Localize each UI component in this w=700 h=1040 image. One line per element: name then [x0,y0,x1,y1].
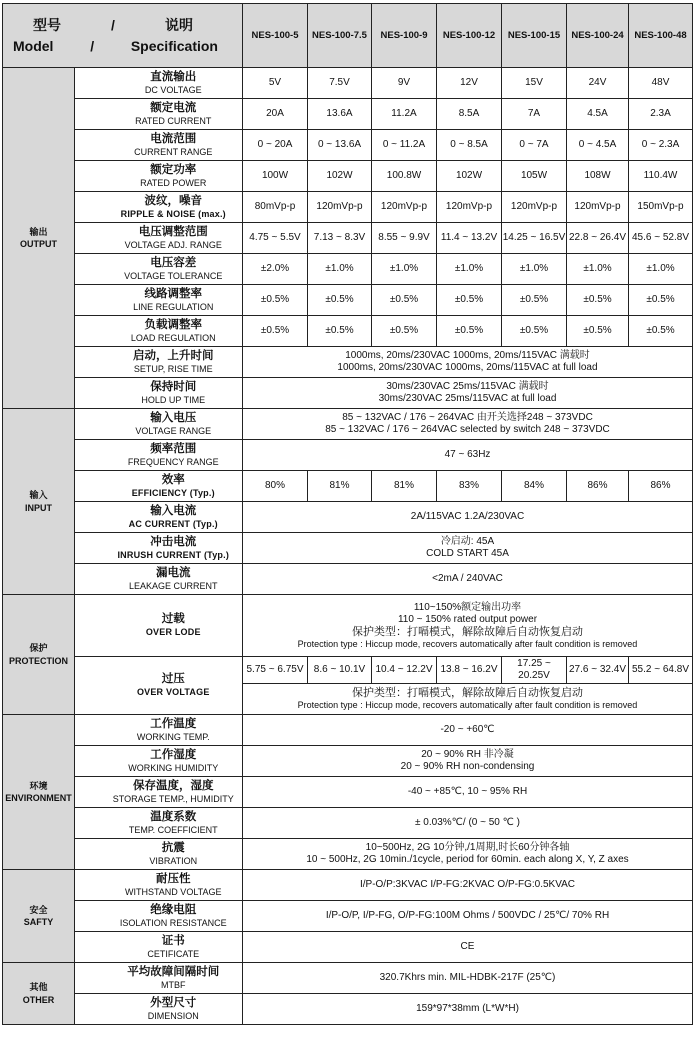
spec-label [105,99,243,130]
spec-value: 22.8 ~ 26.4V [567,223,629,254]
label-spacer [75,595,105,657]
label-cn: 平均故障间隔时间 [127,965,220,978]
label-spacer [75,657,105,715]
spec-value: CE [243,932,693,963]
spec-value: 4.5A [567,99,629,130]
model-header: NES-100-48 [629,4,693,68]
ac-current-row [3,502,693,533]
label-spacer [75,161,105,192]
label-spacer [75,870,105,901]
spec-label [105,901,243,932]
label-cn: 额定电流 [150,101,197,114]
spec-value: ±0.5% [629,316,693,347]
leakage-row [3,564,693,595]
label-cn: 过载 [161,613,185,626]
isolation-row [3,901,693,932]
label-en: AC CURRENT (Typ.) [128,518,218,529]
value-line: COLD START 45A [426,548,509,559]
label-cn: 工作湿度 [150,748,197,761]
spec-value: 9V [372,68,437,99]
spec-value: 105W [502,161,567,192]
spec-value: 45.6 ~ 52.8V [629,223,693,254]
spec-label [105,378,243,409]
spec-value: 4.75 ~ 5.5V [243,223,308,254]
spec-value: 8.6 ~ 10.1V [308,657,372,684]
spec-value: 120mVp-p [502,192,567,223]
spec-value: 11.2A [372,99,437,130]
value-line: 1000ms, 20ms/230VAC 1000ms, 20ms/115VAC 满载时 [345,350,590,361]
hold-up-row [3,378,693,409]
spec-value: ±0.5% [372,316,437,347]
spec-value: 120mVp-p [567,192,629,223]
frequency-row [3,440,693,471]
spec-value: 12V [437,68,502,99]
spec-label [105,471,243,502]
load-regulation-row [3,316,693,347]
spec-value: 17.25 ~ 20.25V [502,657,567,684]
spec-value: 0 ~ 2.3A [629,130,693,161]
label-spacer [75,130,105,161]
label-cn: 过压 [161,673,185,686]
label-en: INRUSH CURRENT (Typ.) [117,549,230,560]
model-spec-header [3,4,243,68]
value-line: Protection type : Hiccup mode, recovers automatically after fault condition is removed [297,638,638,649]
label-en: TEMP. COEFFICIENT [128,824,218,835]
label-spacer [75,777,105,808]
value-line: SAFTY [23,917,54,927]
spec-label [105,440,243,471]
spec-value: <2mA / 240VAC [243,564,693,595]
spec-value: 5V [243,68,308,99]
spec-value: ±0.5% [243,285,308,316]
label-spacer [75,932,105,963]
dimension-row [3,994,693,1025]
spec-value: ±0.5% [502,285,567,316]
spec-value [243,839,693,870]
over-voltage-row [3,657,693,684]
dc-voltage-row [3,68,693,99]
spec-table [2,3,693,1025]
spec-label [105,595,243,657]
value-line: ENVIRONMENT [5,793,72,803]
label-cn: 输入电流 [150,504,197,517]
label-en: CETIFICATE [147,948,200,959]
spec-value: 27.6 ~ 32.4V [567,657,629,684]
label-cn: 启动，上升时间 [133,349,214,362]
vibration-row [3,839,693,870]
spec-value: ±1.0% [437,254,502,285]
label-en: RATED CURRENT [135,115,212,126]
label-spacer [75,533,105,564]
label-spacer [75,963,105,994]
spec-label [105,746,243,777]
spec-value: 5.75 ~ 6.75V [243,657,308,684]
spec-value: 2.3A [629,99,693,130]
spec-value: I/P-O/P:3KVAC I/P-FG:2KVAC O/P-FG:0.5KVAC [243,870,693,901]
label-en: EFFICIENCY (Typ.) [131,487,215,498]
label-spacer [75,68,105,99]
spec-value: 24V [567,68,629,99]
spec-value: ±0.5% [243,316,308,347]
spec-label [105,192,243,223]
label-spacer [75,564,105,595]
spec-label [105,715,243,746]
label-en: STORAGE TEMP., HUMIDITY [112,793,234,804]
spec-value: ±0.5% [372,285,437,316]
spec-value: 48V [629,68,693,99]
label-en: MTBF [161,979,186,990]
spec-value: 15V [502,68,567,99]
slash: / [111,17,115,34]
spec-value: 80mVp-p [243,192,308,223]
spec-value [243,746,693,777]
spec-value: 102W [308,161,372,192]
current-range-row [3,130,693,161]
label-en: DC VOLTAGE [144,84,202,95]
spec-value: 47 ~ 63Hz [243,440,693,471]
spec-value: 0 ~ 13.6A [308,130,372,161]
spec-value: 84% [502,471,567,502]
spec-value: 159*97*38mm (L*W*H) [243,994,693,1025]
spec-value: 8.55 ~ 9.9V [372,223,437,254]
spec-value: I/P-O/P, I/P-FG, O/P-FG:100M Ohms / 500VDC / 25℃/ 70% RH [243,901,693,932]
spec-value: ±1.0% [372,254,437,285]
label-cn: 直流输出 [150,70,197,83]
label-cn: 输入电压 [150,411,197,424]
spec-label [105,533,243,564]
spec-value: 55.2 ~ 64.8V [629,657,693,684]
value-line: 10 ~ 500Hz, 2G 10min./1cycle, period for 60min. each along X, Y, Z axes [306,854,629,865]
value-line: 安全 [29,904,48,915]
mtbf-row [3,963,693,994]
spec-value [243,378,693,409]
label-en: DIMENSION [147,1010,199,1021]
spec-label [105,68,243,99]
value-line: OTHER [22,994,55,1005]
label-en: ISOLATION RESISTANCE [119,917,227,928]
spec-value: ± 0.03%℃/ (0 ~ 50 ℃ ) [243,808,693,839]
model-header: NES-100-12 [437,4,502,68]
spec-label [105,657,243,715]
working-humidity-row [3,746,693,777]
label-spacer [75,409,105,440]
spec-value: 7.13 ~ 8.3V [308,223,372,254]
label-en: VOLTAGE RANGE [135,425,212,436]
value-line: 冷启动: 45A [440,536,495,547]
label-cn: 抗震 [161,841,185,854]
inrush-row [3,533,693,564]
working-temp-row [3,715,693,746]
label-spacer [75,254,105,285]
spec-label [105,254,243,285]
spec-value: 110.4W [629,161,693,192]
label-cn: 电流范围 [150,132,197,145]
label-cn: 温度系数 [150,810,197,823]
label-en: VOLTAGE ADJ. RANGE [124,239,222,250]
value-line: 85 ~ 132VAC / 176 ~ 264VAC selected by switch 248 ~ 373VDC [325,424,610,435]
spec-label [105,932,243,963]
label-en: RATED POWER [140,177,207,188]
section-safety [3,870,75,963]
section-output [3,68,75,409]
value-line: 20 ~ 90% RH 非冷凝 [421,749,514,760]
label-cn: 绝缘电阻 [150,903,197,916]
value-line: 其他 [29,982,48,993]
spec-value: ±1.0% [629,254,693,285]
label-en: WITHSTAND VOLTAGE [124,886,222,897]
voltage-tolerance-row [3,254,693,285]
spec-value: 11.4 ~ 13.2V [437,223,502,254]
spec-value: 86% [567,471,629,502]
label-cn: 电压容差 [150,256,197,269]
value-line: 保护类型：打嗝模式，解除故障后自动恢复启动 [352,687,583,699]
value-line: 输入 [29,490,48,501]
value-line: 10~500Hz, 2G 10分钟,/1周期,时长60分钟各轴 [365,842,570,853]
spec-value: 7A [502,99,567,130]
label-en: LINE REGULATION [133,301,214,312]
label-cn: 频率范围 [150,442,197,455]
spec-label [105,130,243,161]
spec-value: 20A [243,99,308,130]
spec-value: 86% [629,471,693,502]
model-header: NES-100-7.5 [308,4,372,68]
value-line: 1000ms, 20ms/230VAC 1000ms, 20ms/115VAC at full load [337,362,598,373]
spec-value: 102W [437,161,502,192]
spec-value [243,684,693,715]
spec-label [105,777,243,808]
label-spacer [75,316,105,347]
spec-value: 108W [567,161,629,192]
label-spacer [75,994,105,1025]
label-spacer [75,808,105,839]
label-en: VOLTAGE TOLERANCE [124,270,223,281]
label-spacer [75,223,105,254]
voltage-range-row [3,409,693,440]
label-spacer [75,99,105,130]
label-cn: 保存温度，湿度 [133,779,214,792]
spec-value: 0 ~ 8.5A [437,130,502,161]
efficiency-row [3,471,693,502]
model-header: NES-100-5 [243,4,308,68]
header-row [3,4,693,68]
voltage-adj-row [3,223,693,254]
label-en: LOAD REGULATION [130,332,216,343]
spec-value [243,595,693,657]
label-cn: 负载调整率 [144,318,202,331]
label-spacer [75,440,105,471]
label-spacer [75,347,105,378]
spec-value: 0 ~ 20A [243,130,308,161]
section-other [3,963,75,1025]
spec-value: 100W [243,161,308,192]
storage-row [3,777,693,808]
spec-value: ±0.5% [567,316,629,347]
label-en: WORKING HUMIDITY [128,762,219,773]
label-cn: 证书 [161,934,185,947]
spec-label [105,963,243,994]
spec-label [105,839,243,870]
model-header: NES-100-15 [502,4,567,68]
label-en: HOLD UP TIME [141,394,206,405]
spec-value: ±1.0% [308,254,372,285]
spec-value: 83% [437,471,502,502]
spec-value: -20 ~ +60℃ [243,715,693,746]
section-environment [3,715,75,870]
label-spacer [75,378,105,409]
label-cn: 冲击电流 [150,535,197,548]
label-spacer [75,715,105,746]
spec-cn: 说明 [164,17,193,34]
spec-value: ±0.5% [437,285,502,316]
value-line: 30ms/230VAC 25ms/115VAC at full load [378,393,557,404]
spec-value: ±0.5% [308,316,372,347]
label-spacer [75,901,105,932]
spec-value: ±1.0% [502,254,567,285]
spec-value: 0 ~ 4.5A [567,130,629,161]
withstand-row [3,870,693,901]
spec-value: 14.25 ~ 16.5V [502,223,567,254]
value-line: 30ms/230VAC 25ms/115VAC 满载时 [386,381,549,392]
label-spacer [75,285,105,316]
spec-label [105,161,243,192]
label-cn: 外型尺寸 [150,996,197,1009]
spec-value: 81% [308,471,372,502]
spec-value: 120mVp-p [372,192,437,223]
value-line: 85 ~ 132VAC / 176 ~ 264VAC 由开关选择248 ~ 373VDC [342,412,593,423]
value-line: 110~150%额定输出功率 [413,601,522,613]
label-cn: 耐压性 [156,872,191,885]
value-line: INPUT [25,502,52,513]
spec-value: 2A/115VAC 1.2A/230VAC [243,502,693,533]
spec-label [105,502,243,533]
spec-value: 0 ~ 7A [502,130,567,161]
value-line: PROTECTION [8,655,68,666]
spec-value: 150mVp-p [629,192,693,223]
spec-label [105,347,243,378]
spec-label [105,994,243,1025]
slash: / [90,37,95,54]
label-cn: 额定功率 [150,163,197,176]
label-en: CURRENT RANGE [134,146,213,157]
label-spacer [75,839,105,870]
rated-power-row [3,161,693,192]
label-cn: 电压调整范围 [138,225,208,238]
spec-value: ±2.0% [243,254,308,285]
spec-value: 100.8W [372,161,437,192]
label-en: WORKING TEMP. [136,731,210,742]
spec-label [105,316,243,347]
ripple-row [3,192,693,223]
label-spacer [75,192,105,223]
model-header: NES-100-24 [567,4,629,68]
spec-label [105,223,243,254]
value-line: Protection type : Hiccup mode, recovers automatically after fault condition is removed [297,700,638,711]
spec-value: ±0.5% [308,285,372,316]
setup-rise-row [3,347,693,378]
spec-value: 10.4 ~ 12.2V [372,657,437,684]
spec-value: ±0.5% [629,285,693,316]
spec-en: Specification [130,37,218,54]
spec-value: ±0.5% [502,316,567,347]
label-en: FREQUENCY RANGE [127,456,219,467]
model-en: Model [13,37,54,54]
label-cn: 保持时间 [150,380,197,393]
value-line: 环境 [29,780,48,791]
label-cn: 线路调整率 [144,287,202,300]
model-header: NES-100-9 [372,4,437,68]
rated-current-row [3,99,693,130]
spec-label [105,808,243,839]
value-line: 110 ~ 150% rated output power [397,613,538,625]
spec-value: 80% [243,471,308,502]
spec-label [105,870,243,901]
spec-value: -40 ~ +85℃, 10 ~ 95% RH [243,777,693,808]
label-en: OVER LODE [145,627,201,637]
label-cn: 效率 [161,473,185,486]
value-line: 输出 [29,226,48,237]
value-line: 保护类型：打嗝模式，解除故障后自动恢复启动 [352,625,583,638]
section-protection [3,595,75,715]
model-cn: 型号 [33,17,61,34]
spec-label [105,409,243,440]
spec-label [105,285,243,316]
label-spacer [75,502,105,533]
spec-value [243,409,693,440]
spec-value: 8.5A [437,99,502,130]
value-line: OUTPUT [20,239,57,249]
label-en: SETUP, RISE TIME [133,363,213,374]
certificate-row [3,932,693,963]
spec-value: 7.5V [308,68,372,99]
label-en: LEAKAGE CURRENT [128,580,218,591]
spec-value [243,533,693,564]
spec-value: ±0.5% [437,316,502,347]
over-load-row [3,595,693,657]
label-en: OVER VOLTAGE [136,687,210,697]
spec-value: ±0.5% [567,285,629,316]
label-en: RIPPLE & NOISE (max.) [120,208,226,219]
spec-value: 81% [372,471,437,502]
line-regulation-row [3,285,693,316]
temp-coeff-row [3,808,693,839]
value-line: 20 ~ 90% RH non-condensing [400,761,535,772]
spec-value: 120mVp-p [437,192,502,223]
label-cn: 波纹，噪音 [144,194,202,207]
value-line: 保护 [29,643,48,654]
spec-value: 13.6A [308,99,372,130]
spec-value: 0 ~ 11.2A [372,130,437,161]
spec-value: 13.8 ~ 16.2V [437,657,502,684]
spec-value [243,347,693,378]
spec-value: 320.7Khrs min. MIL-HDBK-217F (25℃) [243,963,693,994]
label-cn: 工作温度 [150,717,197,730]
label-cn: 漏电流 [156,566,191,579]
label-en: VIBRATION [149,855,198,866]
spec-value: ±1.0% [567,254,629,285]
section-input [3,409,75,595]
label-spacer [75,746,105,777]
spec-label [105,564,243,595]
spec-value: 120mVp-p [308,192,372,223]
label-spacer [75,471,105,502]
